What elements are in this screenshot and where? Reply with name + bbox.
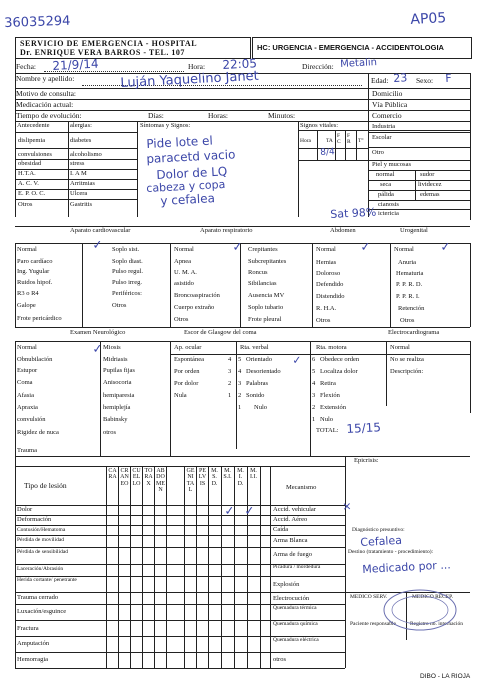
col-genital: GENITAL [186, 468, 195, 493]
abd-item: R. H.A. [316, 305, 337, 312]
col-msi: M.S.I. [223, 468, 232, 481]
ocular-score: 4 [228, 356, 232, 363]
check-mark: ✓ [244, 503, 255, 518]
neuro-header: Examen Neurológico [70, 329, 126, 336]
lugar-escolar: Escolar [372, 134, 392, 141]
cardio-item: Paro cardíaco [17, 258, 53, 265]
neuro-item: Obnubilación [17, 356, 53, 363]
col-abdomen: ABDOMEN [156, 468, 165, 493]
uro-item: P. P. R. I. [396, 293, 420, 300]
header-line1: SERVICIO DE EMERGENCIA - HOSPITAL [20, 39, 198, 48]
footer-label: DIBO - LA RIOJA [420, 673, 471, 680]
nombre-value: Luján Yaquelino Janet [120, 68, 260, 91]
resp-item: Roncus [248, 269, 268, 276]
col-mid: M.I.D. [237, 468, 244, 487]
neuro-item: Estupor [17, 367, 38, 374]
motora-header: Rta. motora [316, 344, 347, 351]
neuro-item: Afasia [17, 392, 34, 399]
lesion-row: Pérdida de movilidad [17, 537, 65, 543]
col-torax: TORAX [144, 468, 153, 487]
abd-item: Normal [316, 246, 336, 253]
doctor-stamp [380, 586, 460, 636]
cardio-item: Ing. Yugular [17, 268, 50, 275]
piel-edemas: edemas [420, 191, 440, 198]
edad-value: 23 [393, 71, 408, 85]
lesion-row: Contusión/Hematoma [17, 527, 66, 533]
header-right: HC: URGENCIA - EMERGENCIA - ACCIDENTOLOGIA [257, 43, 444, 52]
comercio-label: Comercio [372, 111, 402, 120]
lugar-industria: Industria [372, 123, 396, 130]
neuro-item: Anisocoria [103, 379, 132, 386]
vital-col-temp: T° [358, 138, 364, 144]
motora-score: 2 [312, 404, 316, 411]
motora-score: 5 [312, 368, 316, 375]
lesion-row: Luxación/esguince [17, 608, 67, 615]
antecedente-item: Otros [18, 201, 33, 208]
resp-header: Aparato respiratorio [200, 227, 253, 234]
uro-header: Urogenital [400, 227, 428, 234]
verbal-item: Orientado [246, 356, 272, 363]
motora-item: Obedece orden [320, 356, 360, 363]
lesion-row: Laceración/Abrasión [17, 566, 64, 572]
piel-seca: seca [380, 181, 392, 188]
mecanismo-label: Mecanismo [286, 484, 317, 491]
lesion-row: Hemorragia [17, 656, 49, 663]
registro-label: Registro no. internación [410, 621, 464, 627]
ocular-score: 1 [228, 392, 232, 399]
cardio-item: Galope [17, 302, 36, 309]
dias-label: Días: [148, 111, 164, 120]
lesion-row: Pérdida de sensibilidad [17, 549, 69, 555]
neuro-item: hemiplejía [103, 404, 131, 411]
resp-item: Broncoaspiración [174, 292, 220, 299]
sintoma-note: Pide lote el [146, 133, 214, 151]
check-mark: ✓ [232, 239, 243, 254]
destino-label: Destino (tratamiento - procedimiento): [348, 549, 434, 555]
total-label: TOTAL: [316, 427, 339, 434]
resp-item: Sibilancias [248, 280, 277, 287]
resp-item: Frote pleural [248, 316, 282, 323]
abd-item: Distendido [316, 293, 345, 300]
antecedente-item: dislipemia [18, 137, 46, 144]
cardio-header: Aparato cardiovascular [70, 227, 131, 234]
direccion-value: Metalin [340, 57, 378, 70]
antecedente-header: Antecedente [17, 122, 50, 129]
motora-item: Flexión [320, 392, 340, 399]
minutos-label: Minutos: [268, 111, 296, 120]
motivo-label: Motivo de consulta: [16, 89, 76, 98]
epicrisis-label: Epicrisis: [354, 457, 379, 464]
domicilio-label: Domicilio [372, 89, 403, 98]
mecanismo-item: Quemadura eléctrica [273, 637, 319, 643]
check-mark: ✓ [224, 503, 235, 518]
resp-item: Subcrepitantes [248, 258, 287, 265]
neuro-item: Apraxia [17, 404, 38, 411]
neuro-item: Pupilas fijas [103, 367, 135, 374]
motora-item: Extensión [320, 404, 346, 411]
piel-ictericia: ictericia [378, 210, 399, 217]
motora-item: Retira [320, 380, 336, 387]
lesion-row: Dolor [17, 506, 33, 513]
destino-value: Medicado por ... [362, 558, 452, 576]
verbal-score: 2 [238, 392, 242, 399]
diagnostico-value: Cefalea [360, 533, 403, 549]
uro-item: Otros [400, 317, 415, 324]
resp-item: Ausencia MV [248, 292, 285, 299]
stamp-number: 36035294 [4, 13, 71, 31]
medico-recep-label: MEDICO RECEP. [412, 594, 453, 600]
total-value: 15/15 [346, 420, 382, 436]
tipo-lesion-label: Tipo de lesión [24, 481, 67, 490]
antecedente-item: Gastritis [70, 201, 93, 208]
mecanismo-item: otros [273, 656, 286, 663]
ocular-item: Nula [174, 392, 187, 399]
sintoma-note: Dolor de LQ [156, 164, 228, 182]
uro-item: Anuria [398, 259, 417, 266]
verbal-item: Sonido [246, 392, 265, 399]
ocular-item: Por orden [174, 368, 200, 375]
horas-label: Horas: [208, 111, 228, 120]
ocular-item: Espontánea [174, 356, 204, 363]
piel-sudor: sudor [420, 171, 435, 178]
abd-header: Abdomen [330, 227, 356, 234]
vital-col-hora: Hora [300, 138, 311, 144]
resp-item: Cuerpo extraño [174, 304, 215, 311]
hora-label: Hora: [188, 62, 206, 71]
col-cara: CARA [108, 468, 117, 481]
check-mark: ✓ [292, 353, 302, 367]
lugar-otro: Otro [372, 149, 384, 156]
header-left-box [15, 37, 251, 59]
col-pelvis: PELVIS [198, 468, 207, 487]
mecanismo-item: Electrocución [273, 595, 310, 602]
verbal-item: Desorientado [246, 368, 281, 375]
uro-item: P. P. R. D. [396, 281, 423, 288]
antecedente-item: diabetes [70, 137, 92, 144]
mecanismo-item: Accid. vehicular [273, 506, 316, 513]
resp-item: Apnea [174, 258, 191, 265]
resp-item: Soplo tubario [248, 304, 284, 311]
ecg-descripcion: Descripción: [390, 368, 424, 375]
lesion-row: Fractura [17, 625, 39, 632]
lesion-row: Amputación [17, 640, 50, 647]
ocular-header: Ap. ocular [174, 344, 202, 351]
antecedente-item: Arritmias [70, 180, 95, 187]
verbal-score: 1 [238, 404, 242, 411]
resp-item: Otros [174, 316, 189, 323]
ecg-no-realiza: No se realiza [390, 356, 424, 363]
header-line2: Dr. ENRIQUE VERA BARROS - TEL. 107 [20, 48, 185, 57]
diagnostico-label: Diagnóstico presuntivo: [352, 527, 405, 533]
abd-item: Doloroso [316, 270, 341, 277]
nombre-label: Nombre y apellido: [16, 74, 75, 83]
ocular-score: 3 [228, 368, 232, 375]
piel-palida: pálida [378, 191, 394, 198]
resp-item: asistido [174, 280, 194, 287]
motora-score: 6 [312, 356, 316, 363]
antecedente-item: I. A M [70, 170, 87, 177]
uro-item: Normal [394, 246, 414, 253]
header-right-box [252, 37, 472, 59]
verbal-item: Palabras [246, 380, 269, 387]
sintoma-note: paracetd vacio [146, 147, 236, 166]
edad-label: Edad: [371, 76, 389, 85]
col-msd: M.S.D. [211, 468, 218, 487]
verbal-score: 3 [238, 380, 242, 387]
mecanismo-item: Explosión [273, 581, 300, 588]
cardio-item: Ruidos hipof. [17, 279, 53, 286]
cardio-item: Soplo sist. [112, 246, 140, 253]
verbal-score: 5 [238, 356, 242, 363]
vitales-header: Signos vitales: [300, 122, 339, 129]
lesion-row: Trauma cerrado [17, 594, 59, 601]
lesion-row: Deformación [17, 516, 52, 523]
sintomas-header: Síntomas y Signos: [140, 122, 191, 129]
ecg-header: Electrocardiograma [388, 329, 440, 336]
mecanismo-item: Picadura / mordedura [273, 564, 321, 570]
ocular-score: 2 [228, 380, 232, 387]
direccion-label: Dirección: [302, 62, 334, 71]
sintoma-note: cabeza y copa [146, 177, 226, 195]
neuro-item: otros [103, 429, 116, 436]
corner-note: AP05 [410, 10, 447, 28]
neuro-item: Coma [17, 379, 33, 386]
vital-col-fr: F R [347, 133, 351, 145]
col-mii: M.I.I. [250, 468, 257, 481]
ocular-item: Por dolor [174, 380, 199, 387]
mecanismo-item: Accid. Aéreo [273, 516, 308, 523]
piel-cianosis: cianosis [378, 201, 399, 208]
uro-item: Retención [398, 305, 425, 312]
sexo-value: F [445, 71, 452, 85]
tiempo-label: Tiempo de evolución: [16, 111, 82, 120]
vital-col-fc: F C [337, 133, 341, 145]
piel-lividecez: lividecez [418, 181, 442, 188]
antecedente-item: stress [70, 160, 85, 167]
antecedente-item: alcoholismo [70, 151, 102, 158]
check-mark: ✓ [92, 341, 103, 356]
verbal-header: Rta. verbal [240, 344, 269, 351]
antecedente-item: obesidad [18, 160, 42, 167]
saturation-note: Sat 98% [330, 205, 377, 221]
medico-serv-label: MEDICO SERV. [350, 594, 388, 600]
antecedente-item: H.T.A. [18, 170, 36, 177]
lesion-row: Herida cortante/ penetrante [17, 577, 77, 583]
check-mark: × [342, 499, 352, 513]
check-mark: ✓ [92, 237, 103, 252]
neuro-item: Babinsky [103, 416, 128, 423]
paciente-label: Paciente responsable [350, 621, 396, 627]
alergias-label: alergias: [70, 122, 92, 129]
vital-col-ta: TA [326, 138, 333, 144]
cardio-item: R3 o R4 [17, 290, 39, 297]
abd-item: Hernias [316, 259, 337, 266]
cardio-item: Periféricos: [112, 290, 142, 297]
ecg-normal: Normal [390, 344, 410, 351]
check-mark: ✓ [440, 239, 451, 254]
piel-normal: normal [376, 171, 395, 178]
resp-item: Normal [174, 246, 194, 253]
verbal-score: 4 [238, 368, 242, 375]
check-mark: ✓ [360, 239, 371, 254]
cardio-item: Normal [17, 246, 37, 253]
motora-item: Nulo [320, 416, 333, 423]
mecanismo-item: Caída [273, 526, 289, 533]
abd-item: Otros [316, 317, 331, 324]
neuro-item: Miosis [103, 344, 121, 351]
glasgow-header: Escor de Glasgow del coma [184, 329, 257, 336]
verbal-item: Nulo [254, 404, 267, 411]
neuro-item: Rigidez de nuca [17, 429, 59, 436]
piel-header: Piel y mucosas [372, 161, 411, 168]
fecha-label: Fecha: [16, 62, 36, 71]
neuro-item: Normal [17, 344, 37, 351]
cardio-item: Frote pericárdico [17, 315, 62, 322]
uro-item: Hematuria [396, 270, 424, 277]
hora-value: 22:05 [222, 56, 258, 72]
motora-item: Localiza dolor [320, 368, 358, 375]
motora-score: 4 [312, 380, 316, 387]
abd-item: Defendido [316, 281, 344, 288]
vital-value: 8/4 [320, 147, 335, 158]
mecanismo-item: Quemadura química [273, 621, 318, 627]
medicacion-label: Medicación actual: [16, 100, 74, 109]
motora-score: 1 [312, 416, 316, 423]
resp-item: U. M. A. [174, 269, 197, 276]
neuro-item: hemiparesia [103, 392, 135, 399]
trauma-header: Trauma [17, 447, 37, 454]
antecedente-item: Ulcera [70, 190, 88, 197]
antecedente-item: A. C. V. [18, 180, 39, 187]
cardio-item: Soplo diast. [112, 258, 143, 265]
col-craneo: CRANEO [120, 468, 129, 487]
via-label: Vía Pública [372, 100, 408, 109]
fecha-value: 21/9/14 [52, 56, 99, 73]
cardio-item: Pulso regul. [112, 268, 144, 275]
mecanismo-item: Arma Blanca [273, 537, 308, 544]
motora-score: 3 [312, 392, 316, 399]
cardio-item: Pulso irreg. [112, 279, 142, 286]
antecedente-item: convulsiones [18, 151, 52, 158]
col-cuello: CUELLO [132, 468, 141, 487]
neuro-item: Midriasis [103, 356, 128, 363]
neuro-item: convulsión [17, 416, 46, 423]
antecedente-item: E. P. O. C. [18, 190, 46, 197]
sexo-label: Sexo: [416, 76, 434, 85]
cardio-item: Otros [112, 302, 127, 309]
mecanismo-item: Arma de fuego [273, 551, 312, 558]
sintoma-note: y cefalea [160, 191, 216, 208]
mecanismo-item: Quemadura térmica [273, 605, 317, 611]
resp-item: Crepitantes [248, 246, 278, 253]
